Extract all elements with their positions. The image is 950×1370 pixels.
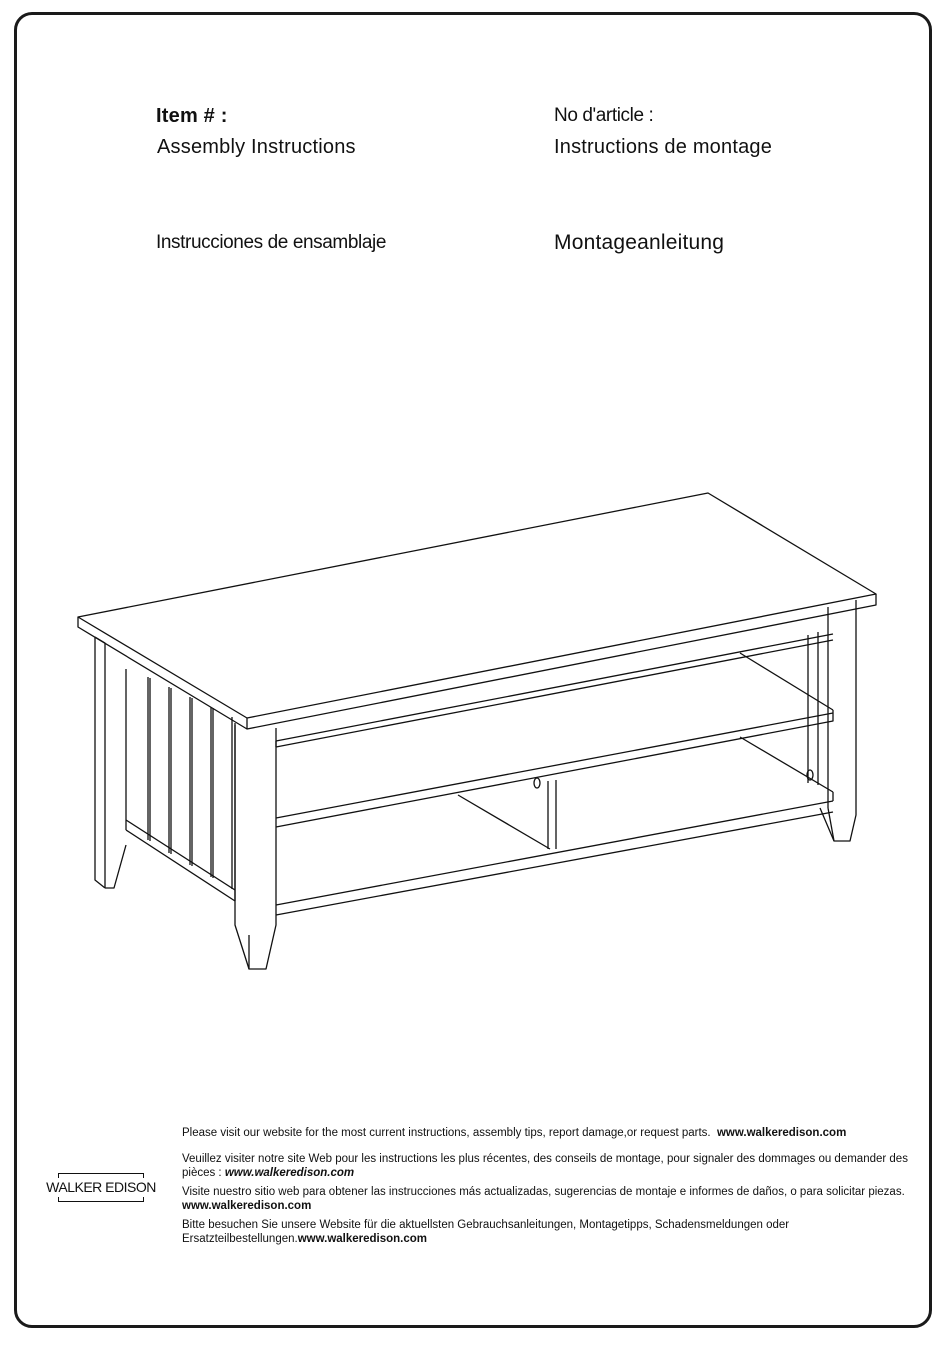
notice-german-text: Bitte besuchen Sie unsere Website für die aktuellsten Gebrauchsanleitungen, Montagetipps, Schadensmeldungen oder Ersatzteilbestellungen.: [182, 1219, 790, 1245]
notice-french-text: Veuillez visiter notre site Web pour les instructions les plus récentes, des conseils de montage, pour signaler des dommages ou demander des pièces :: [182, 1153, 908, 1179]
item-number-label: Item # :: [156, 105, 228, 127]
support-notice: [182, 1126, 910, 1251]
notice-french: [182, 1152, 910, 1180]
notice-german-url[interactable]: www.walkeredison.com: [297, 1233, 428, 1245]
notice-english-url[interactable]: www.walkeredison.com: [716, 1127, 847, 1139]
notice-spanish-url[interactable]: www.walkeredison.com: [182, 1200, 312, 1212]
logo-text: WALKER EDISON: [46, 1179, 156, 1195]
title-spanish: Instrucciones de ensamblaje: [156, 232, 387, 253]
title-french: Instructions de montage: [554, 136, 773, 158]
walker-edison-logo: [40, 1171, 162, 1207]
tv-stand-illustration: [70, 485, 890, 975]
logo-bracket-top: [58, 1173, 144, 1178]
notice-french-url[interactable]: www.walkeredison.com: [224, 1167, 355, 1179]
logo-bracket-bottom: [58, 1197, 144, 1202]
notice-spanish-text: Visite nuestro sitio web para obtener las instrucciones más actualizadas, sugerencias de montaje e informes de daños, o para solicitar piezas.: [182, 1186, 905, 1198]
notice-english-text: Please visit our website for the most current instructions, assembly tips, report damage,or request parts.: [182, 1127, 711, 1139]
notice-english: [182, 1126, 910, 1140]
notice-spanish: [182, 1185, 910, 1213]
title-german: Montageanleitung: [554, 231, 725, 254]
item-number-label-fr: No d'article :: [554, 105, 654, 126]
title-english: Assembly Instructions: [157, 136, 356, 158]
notice-german: [182, 1218, 910, 1246]
